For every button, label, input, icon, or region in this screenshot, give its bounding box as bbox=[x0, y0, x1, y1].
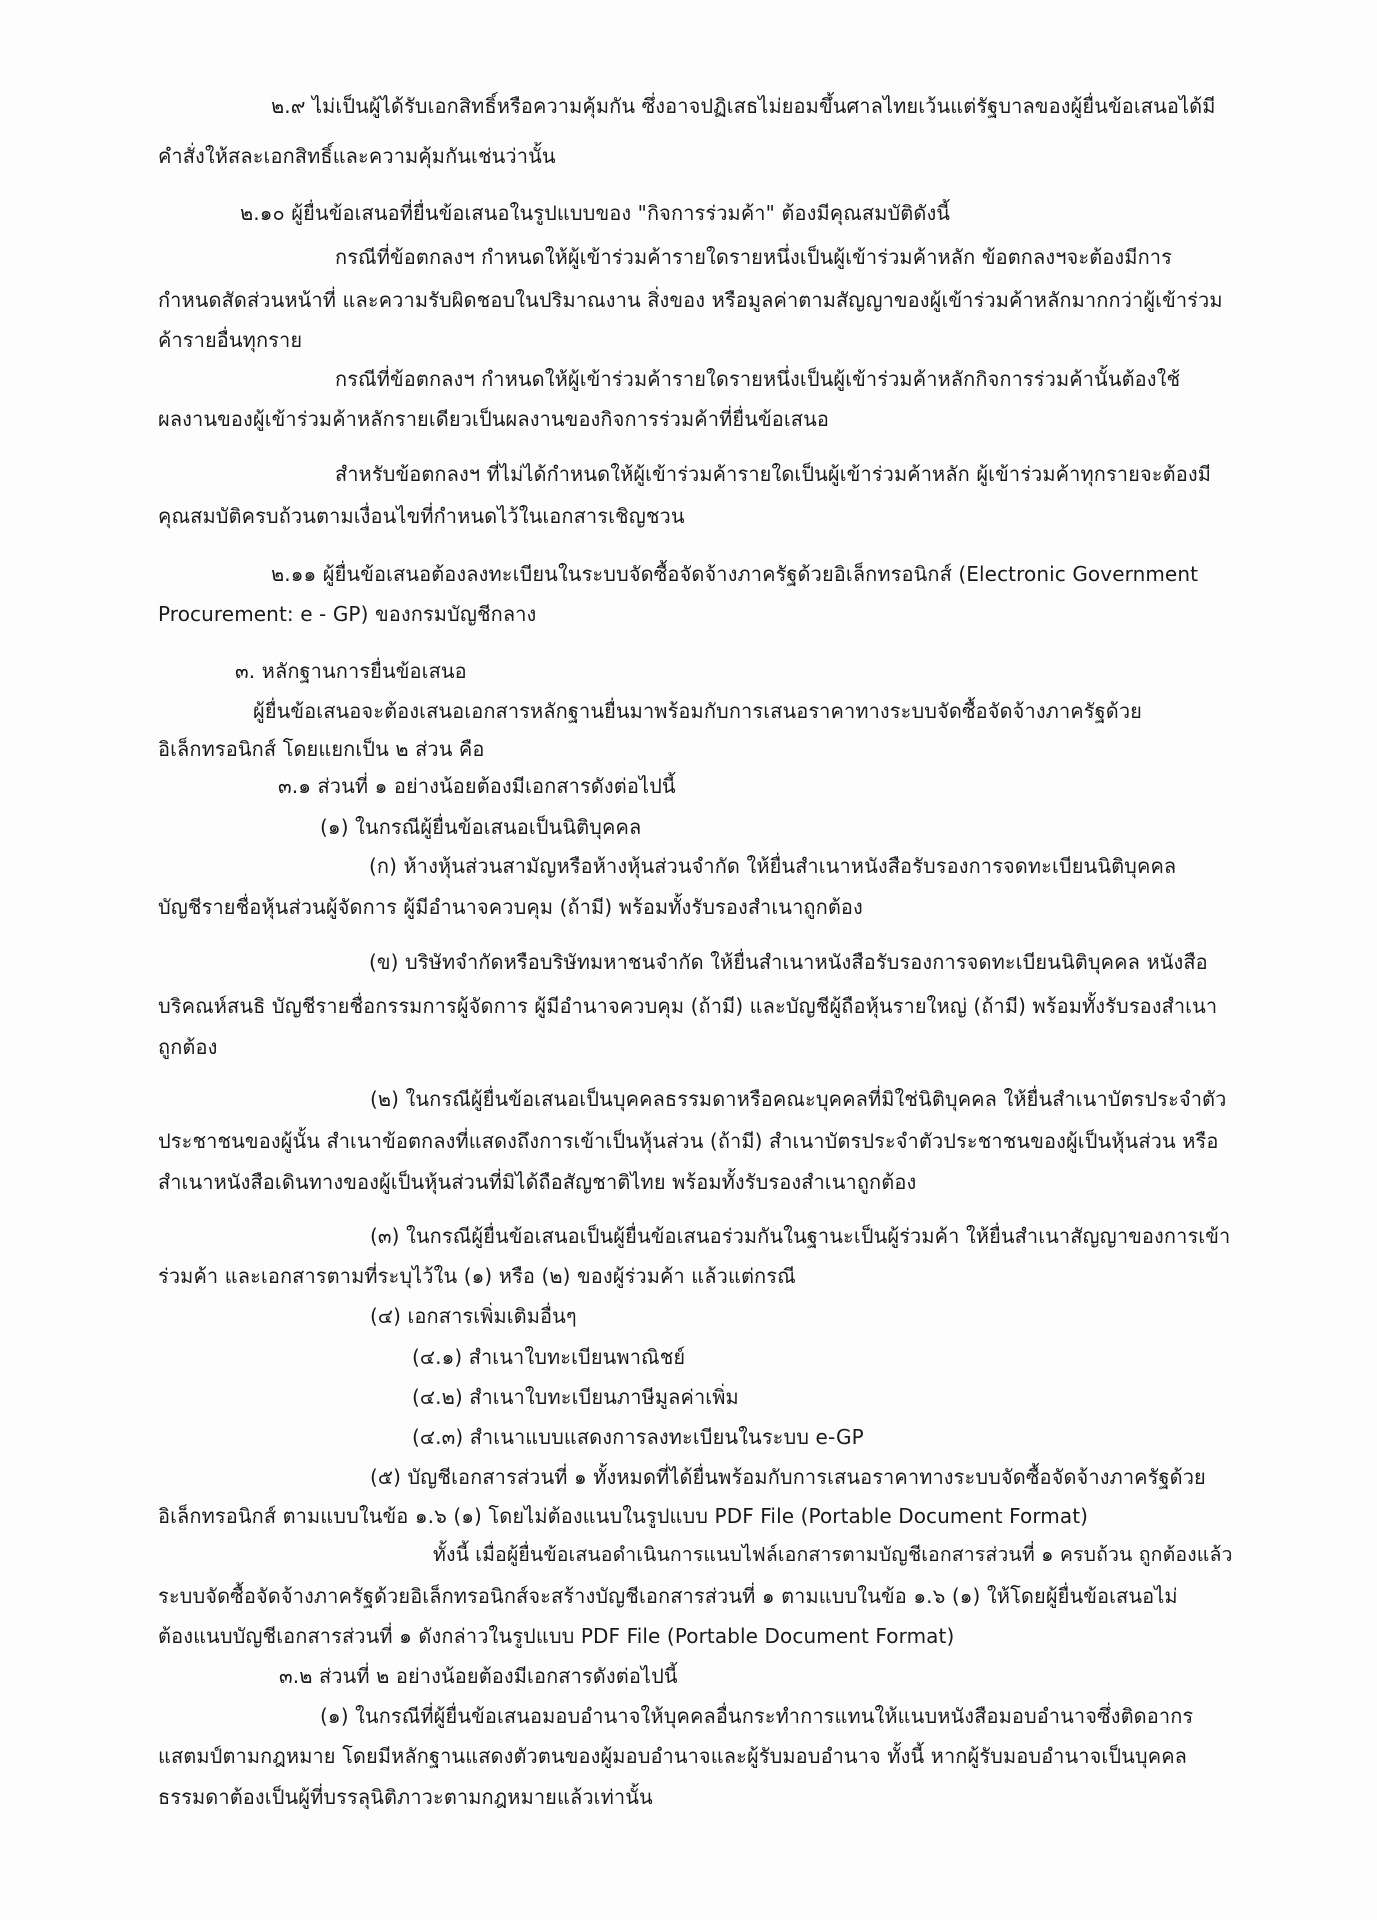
text-line: (๑) ในกรณีที่ผู้ยื่นข้อเสนอมอบอำนาจให้บุคคลอื่นกระทำการแทนให้แนบหนังสือมอบอำนาจซึ่งติดอากร bbox=[320, 1704, 1194, 1728]
text-line: ผลงานของผู้เข้าร่วมค้าหลักรายเดียวเป็นผลงานของกิจการร่วมค้าที่ยื่นข้อเสนอ bbox=[158, 407, 829, 431]
text-line: (๔.๓) สำเนาแบบแสดงการลงทะเบียนในระบบ e-GP bbox=[412, 1425, 864, 1449]
text-line: ๒.๑๐ ผู้ยื่นข้อเสนอที่ยื่นข้อเสนอในรูปแบบของ "กิจการร่วมค้า" ต้องมีคุณสมบัติดังนี้ bbox=[240, 201, 951, 225]
text-line: ทั้งนี้ เมื่อผู้ยื่นข้อเสนอดำเนินการแนบไฟล์เอกสารตามบัญชีเอกสารส่วนที่ ๑ ครบถ้วน ถูกต้องแล้ว bbox=[433, 1543, 1233, 1566]
text-line: คุณสมบัติครบถ้วนตามเงื่อนไขที่กำหนดไว้ในเอกสารเชิญชวน bbox=[158, 504, 685, 528]
text-line: (๓) ในกรณีผู้ยื่นข้อเสนอเป็นผู้ยื่นข้อเสนอร่วมกันในฐานะเป็นผู้ร่วมค้า ให้ยื่นสำเนาสัญญาของการเข้า bbox=[370, 1224, 1231, 1248]
text-line: (๔.๑) สำเนาใบทะเบียนพาณิชย์ bbox=[412, 1345, 686, 1369]
text-line: บัญชีรายชื่อหุ้นส่วนผู้จัดการ ผู้มีอำนาจควบคุม (ถ้ามี) พร้อมทั้งรับรองสำเนาถูกต้อง bbox=[158, 895, 863, 919]
text-line: กรณีที่ข้อตกลงฯ กำหนดให้ผู้เข้าร่วมค้ารายใดรายหนึ่งเป็นผู้เข้าร่วมค้าหลักกิจการร่วมค้านั้นต้องใช้ bbox=[335, 367, 1181, 391]
text-line: ๒.๙ ไม่เป็นผู้ได้รับเอกสิทธิ์หรือความคุ้มกัน ซึ่งอาจปฏิเสธไม่ยอมขึ้นศาลไทยเว้นแต่รัฐบาลของผู้ยื่นข้อเสนอได้มี bbox=[271, 94, 1216, 118]
text-line: Procurement: e - GP) ของกรมบัญชีกลาง bbox=[158, 602, 537, 626]
text-line: (๔) เอกสารเพิ่มเติมอื่นๆ bbox=[370, 1304, 577, 1328]
text-line: อิเล็กทรอนิกส์ ตามแบบในข้อ ๑.๖ (๑) โดยไม่ต้องแนบในรูปแบบ PDF File (Portable Document Format) bbox=[158, 1504, 1089, 1528]
text-line: (๒) ในกรณีผู้ยื่นข้อเสนอเป็นบุคคลธรรมดาหรือคณะบุคคลที่มิใช่นิติบุคคล ให้ยื่นสำเนาบัตรประจำตัว bbox=[370, 1087, 1227, 1111]
text-line: ต้องแนบบัญชีเอกสารส่วนที่ ๑ ดังกล่าวในรูปแบบ PDF File (Portable Document Format) bbox=[158, 1624, 955, 1648]
text-line: ค้ารายอื่นทุกราย bbox=[158, 328, 303, 352]
text-line: ระบบจัดซื้อจัดจ้างภาครัฐด้วยอิเล็กทรอนิกส์จะสร้างบัญชีเอกสารส่วนที่ ๑ ตามแบบในข้อ ๑.๖ (๑) ให้โดยผู้ยื่นข้อเสนอไม่ bbox=[158, 1584, 1178, 1608]
text-line: กำหนดสัดส่วนหน้าที่ และความรับผิดชอบในปริมาณงาน สิ่งของ หรือมูลค่าตามสัญญาของผู้เข้าร่วมค้าหลักมากกว่าผู้เข้าร่วม bbox=[158, 288, 1223, 312]
text-line: บริคณห์สนธิ บัญชีรายชื่อกรรมการผู้จัดการ ผู้มีอำนาจควบคุม (ถ้ามี) และบัญชีผู้ถือหุ้นรายใหญ่ (ถ้ามี) พร้อมทั้งรับรองสำเนา bbox=[158, 994, 1218, 1018]
text-line: ประชาชนของผู้นั้น สำเนาข้อตกลงที่แสดงถึงการเข้าเป็นหุ้นส่วน (ถ้ามี) สำเนาบัตรประจำตัวประชาชนของผู้เป็นหุ้นส่วน หรือ bbox=[158, 1129, 1219, 1153]
text-line: (๕) บัญชีเอกสารส่วนที่ ๑ ทั้งหมดที่ได้ยื่นพร้อมกับการเสนอราคาทางระบบจัดซื้อจัดจ้างภาครัฐด้วย bbox=[370, 1465, 1206, 1489]
text-line: ๓. หลักฐานการยื่นข้อเสนอ bbox=[235, 659, 467, 683]
text-line: (ข) บริษัทจำกัดหรือบริษัทมหาชนจำกัด ให้ยื่นสำเนาหนังสือรับรองการจดทะเบียนนิติบุคคล หนังสือ bbox=[369, 950, 1208, 974]
text-line: (๔.๒) สำเนาใบทะเบียนภาษีมูลค่าเพิ่ม bbox=[412, 1385, 739, 1409]
text-line: สำเนาหนังสือเดินทางของผู้เป็นหุ้นส่วนที่มิได้ถือสัญชาติไทย พร้อมทั้งรับรองสำเนาถูกต้อง bbox=[158, 1170, 917, 1194]
text-line: แสตมป์ตามกฎหมาย โดยมีหลักฐานแสดงตัวตนของผู้มอบอำนาจและผู้รับมอบอำนาจ ทั้งนี้ หากผู้รับมอบอำนาจเป็นบุคคล bbox=[158, 1744, 1188, 1768]
text-line: อิเล็กทรอนิกส์ โดยแยกเป็น ๒ ส่วน คือ bbox=[158, 737, 485, 761]
text-line: ๓.๒ ส่วนที่ ๒ อย่างน้อยต้องมีเอกสารดังต่อไปนี้ bbox=[279, 1664, 678, 1688]
text-line: สำหรับข้อตกลงฯ ที่ไม่ได้กำหนดให้ผู้เข้าร่วมค้ารายใดเป็นผู้เข้าร่วมค้าหลัก ผู้เข้าร่วมค้าทุกรายจะต้องมี bbox=[335, 462, 1211, 486]
text-line: ๒.๑๑ ผู้ยื่นข้อเสนอต้องลงทะเบียนในระบบจัดซื้อจัดจ้างภาครัฐด้วยอิเล็กทรอนิกส์ (Electronic Government bbox=[271, 562, 1199, 586]
text-line: ร่วมค้า และเอกสารตามที่ระบุไว้ใน (๑) หรือ (๒) ของผู้ร่วมค้า แล้วแต่กรณี bbox=[158, 1264, 796, 1288]
text-line: ถูกต้อง bbox=[158, 1035, 218, 1059]
text-line: ๓.๑ ส่วนที่ ๑ อย่างน้อยต้องมีเอกสารดังต่อไปนี้ bbox=[278, 774, 676, 798]
text-line: ธรรมดาต้องเป็นผู้ที่บรรลุนิติภาวะตามกฎหมายแล้วเท่านั้น bbox=[158, 1785, 653, 1809]
text-line: คำสั่งให้สละเอกสิทธิ์และความคุ้มกันเช่นว่านั้น bbox=[158, 144, 556, 168]
text-line: (๑) ในกรณีผู้ยื่นข้อเสนอเป็นนิติบุคคล bbox=[320, 815, 642, 839]
text-line: กรณีที่ข้อตกลงฯ กำหนดให้ผู้เข้าร่วมค้ารายใดรายหนึ่งเป็นผู้เข้าร่วมค้าหลัก ข้อตกลงฯจะต้องมีการ bbox=[335, 245, 1172, 269]
text-line: ผู้ยื่นข้อเสนอจะต้องเสนอเอกสารหลักฐานยื่นมาพร้อมกับการเสนอราคาทางระบบจัดซื้อจัดจ้างภาครัฐด้วย bbox=[253, 699, 1142, 723]
text-line: (ก) ห้างหุ้นส่วนสามัญหรือห้างหุ้นส่วนจำกัด ให้ยื่นสำเนาหนังสือรับรองการจดทะเบียนนิติบุคคล bbox=[369, 854, 1177, 878]
